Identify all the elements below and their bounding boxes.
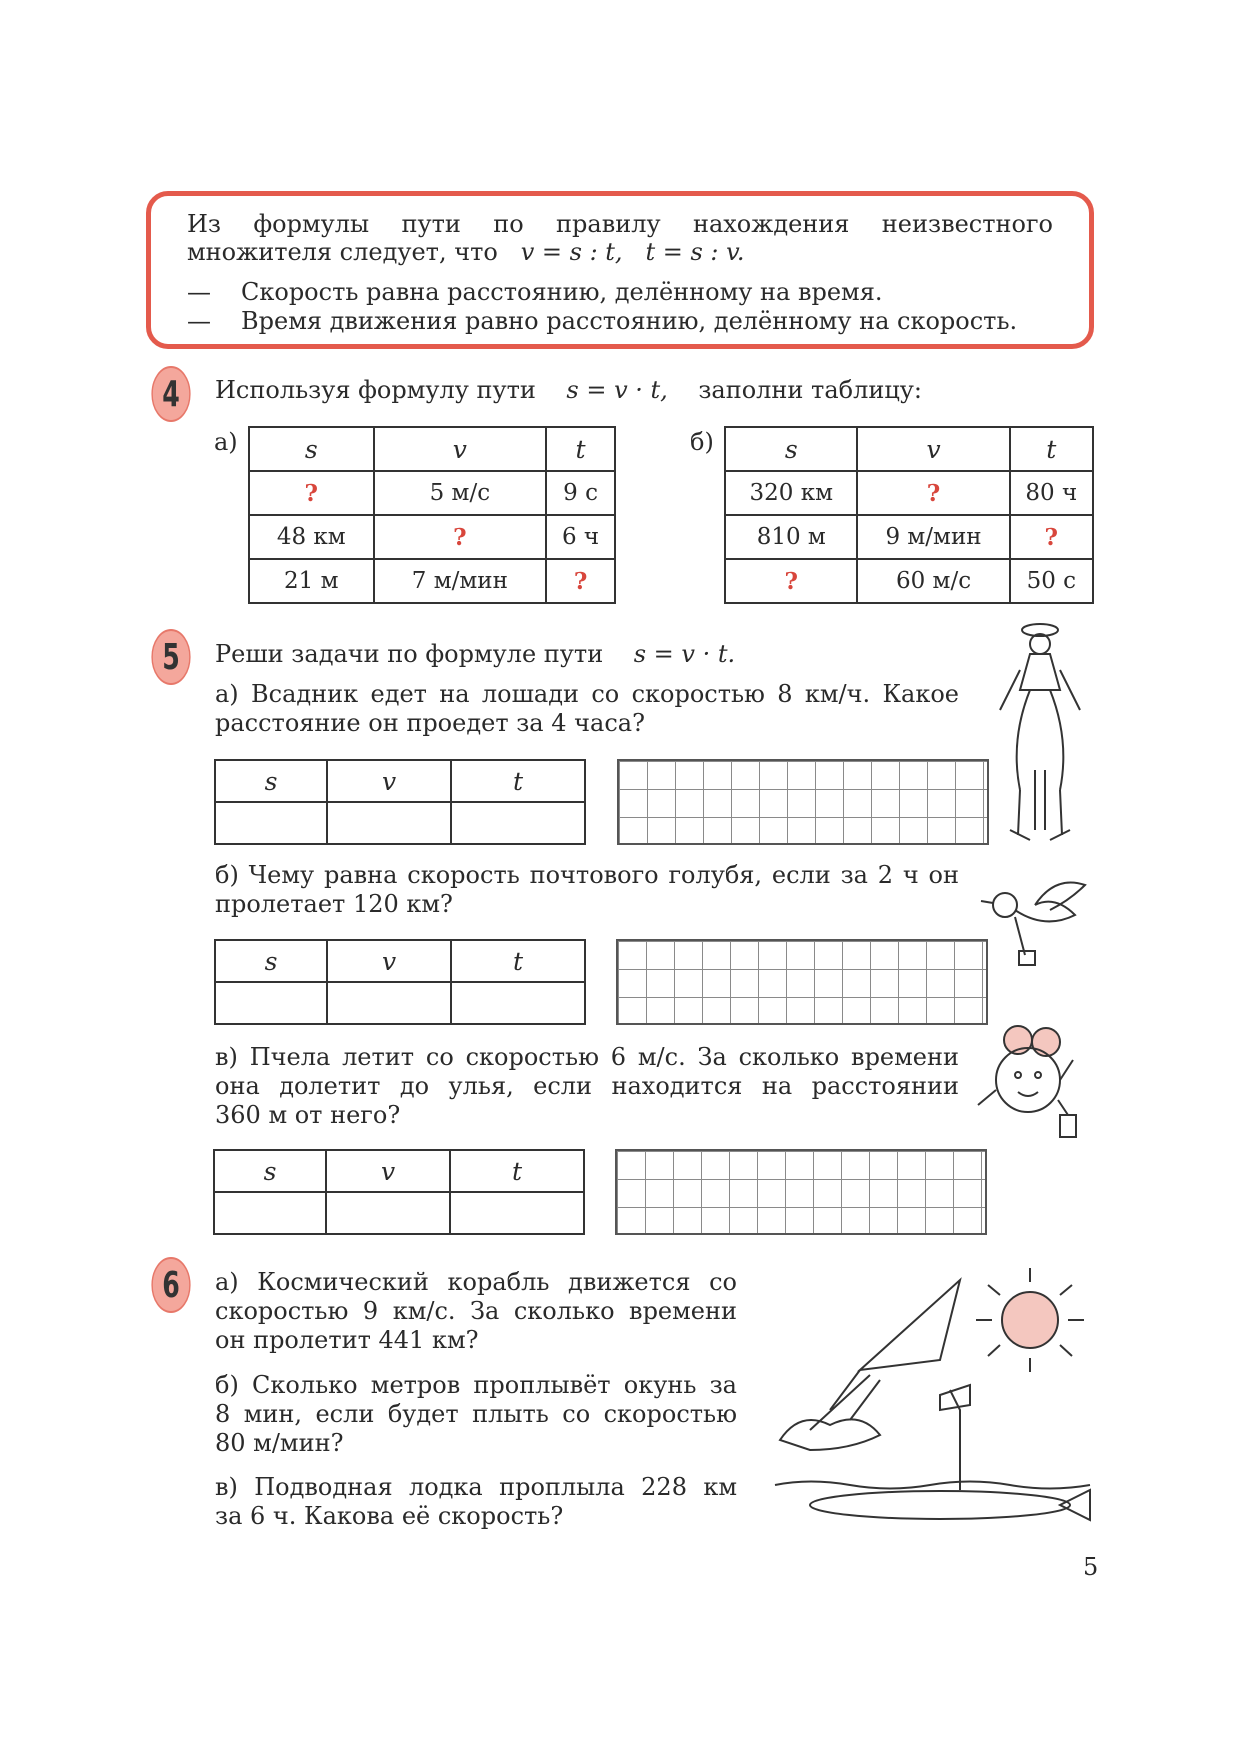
dash-2: — (187, 307, 211, 335)
task-5a-line-2: расстояние он проедет за 4 часа? (215, 709, 645, 737)
task-6b-text (215, 1371, 737, 1458)
task-5b-answer-t[interactable] (451, 982, 585, 1024)
task-5a-text (215, 680, 959, 738)
task-6a-text (215, 1268, 737, 1355)
table-b-cell: 320 км (725, 471, 857, 515)
table-a-label: а) (214, 428, 238, 456)
task-5a-header-t: t (451, 760, 585, 802)
task-5c-answer-s[interactable] (214, 1192, 326, 1234)
table-b-cell: 80 ч (1010, 471, 1093, 515)
task-5a-answer-t[interactable] (451, 802, 585, 844)
task-5b-line-1: б) Чему равна скорость почтового голубя, если за 2 ч он (215, 861, 959, 889)
space-scene-icon (770, 1260, 1100, 1530)
task-5c-line-1: в) Пчела летит со скоростью 6 м/с. За сколько времени (215, 1043, 959, 1071)
task-5b-header-v: v (327, 940, 451, 982)
table-a-cell[interactable]: ? (546, 559, 615, 603)
formula-v: v = s : t, (520, 238, 623, 266)
table-a-cell: 6 ч (546, 515, 615, 559)
table-a-header-t: t (546, 427, 615, 471)
task-5b-line-2: пролетает 120 км? (215, 890, 453, 918)
table-b-cell: 810 м (725, 515, 857, 559)
pigeon-icon (975, 875, 1095, 975)
task-5c-answer-v[interactable] (326, 1192, 450, 1234)
task-5a-header-v: v (327, 760, 451, 802)
table-b-header-t: t (1010, 427, 1093, 471)
page-number: 5 (1083, 1553, 1099, 1581)
table-a-cell: 7 м/мин (374, 559, 547, 603)
task-6a-line-3: он пролетит 441 км? (215, 1326, 479, 1354)
task-4-intro: Используя формулу пути (215, 376, 536, 404)
task-5c-header-v: v (326, 1150, 450, 1192)
rule-line-1: Из формулы пути по правилу нахождения неизвестного (187, 210, 1053, 238)
table-b-cell: 50 с (1010, 559, 1093, 603)
task-4-heading (215, 376, 922, 404)
task-6c-line-1: в) Подводная лодка проплыла 228 км (215, 1473, 737, 1501)
task-6b-line-2: 8 мин, если будет плыть со скоростью (215, 1400, 737, 1428)
task-5b-table (214, 939, 586, 1025)
task-4-badge: 4 (151, 366, 190, 422)
task-5c-text (215, 1043, 959, 1130)
bee-icon (968, 1020, 1084, 1145)
task-5a-header-s: s (215, 760, 327, 802)
table-b-cell[interactable]: ? (1010, 515, 1093, 559)
task-5a-answer-s[interactable] (215, 802, 327, 844)
task-5-heading (215, 640, 735, 668)
dash-1: — (187, 278, 211, 306)
task-4-formula: s = v · t, (566, 376, 668, 404)
rule-line-2 (187, 238, 744, 266)
task-5c-header-t: t (450, 1150, 584, 1192)
task-5b-text (215, 861, 959, 919)
rule-line-2-text: множителя следует, что (187, 238, 498, 266)
task-5b-header-t: t (451, 940, 585, 982)
task-6c-line-2: за 6 ч. Какова её скорость? (215, 1502, 564, 1530)
table-a-cell: 48 км (249, 515, 374, 559)
table-a-cell[interactable]: ? (249, 471, 374, 515)
task-6a-line-1: а) Космический корабль движется со (215, 1268, 737, 1296)
task-6a-line-2: скоростью 9 км/с. За сколько времени (215, 1297, 737, 1325)
table-b-cell: 9 м/мин (857, 515, 1009, 559)
table-a-header-s: s (249, 427, 374, 471)
task-5c-line-3: 360 м от него? (215, 1101, 401, 1129)
table-a-cell: 9 с (546, 471, 615, 515)
table-b-cell[interactable]: ? (857, 471, 1009, 515)
rider-icon (990, 620, 1090, 845)
table-a-header-v: v (374, 427, 547, 471)
rule-bullet-1 (187, 278, 882, 306)
task-4-table-b (724, 426, 1094, 604)
task-5c-answer-t[interactable] (450, 1192, 584, 1234)
task-5a-line-1: а) Всадник едет на лошади со скоростью 8 км/ч. Какое (215, 680, 959, 708)
task-5b-answer-v[interactable] (327, 982, 451, 1024)
rule-bullet-2 (187, 307, 1017, 335)
task-5a-grid[interactable] (617, 759, 989, 845)
task-5-intro: Реши задачи по формуле пути (215, 640, 604, 668)
task-5a-table (214, 759, 586, 845)
table-b-label: б) (690, 428, 714, 456)
table-b-cell[interactable]: ? (725, 559, 857, 603)
task-4-table-a (248, 426, 616, 604)
task-6b-line-1: б) Сколько метров проплывёт окунь за (215, 1371, 737, 1399)
task-5-formula: s = v · t. (633, 640, 736, 668)
task-5b-grid[interactable] (616, 939, 988, 1025)
task-5b-answer-s[interactable] (215, 982, 327, 1024)
task-5c-line-2: она долетит до улья, если находится на расстоянии (215, 1072, 959, 1100)
task-5c-table (213, 1149, 585, 1235)
rule-bullet-1-text: Скорость равна расстоянию, делённому на время. (241, 278, 883, 306)
task-5c-grid[interactable] (615, 1149, 987, 1235)
rule-box (146, 191, 1094, 349)
task-6c-text (215, 1473, 737, 1531)
task-5b-header-s: s (215, 940, 327, 982)
table-a-cell[interactable]: ? (374, 515, 547, 559)
task-5a-answer-v[interactable] (327, 802, 451, 844)
formula-t: t = s : v. (645, 238, 745, 266)
rule-bullet-2-text: Время движения равно расстоянию, делённому на скорость. (241, 307, 1018, 335)
task-5c-header-s: s (214, 1150, 326, 1192)
task-6b-line-3: 80 м/мин? (215, 1429, 344, 1457)
table-a-cell: 21 м (249, 559, 374, 603)
table-b-cell: 60 м/с (857, 559, 1009, 603)
table-b-header-s: s (725, 427, 857, 471)
task-5-badge: 5 (151, 629, 190, 685)
table-a-cell: 5 м/с (374, 471, 547, 515)
task-6-badge: 6 (151, 1257, 190, 1313)
table-b-header-v: v (857, 427, 1009, 471)
task-4-instruction: заполни таблицу: (698, 376, 922, 404)
